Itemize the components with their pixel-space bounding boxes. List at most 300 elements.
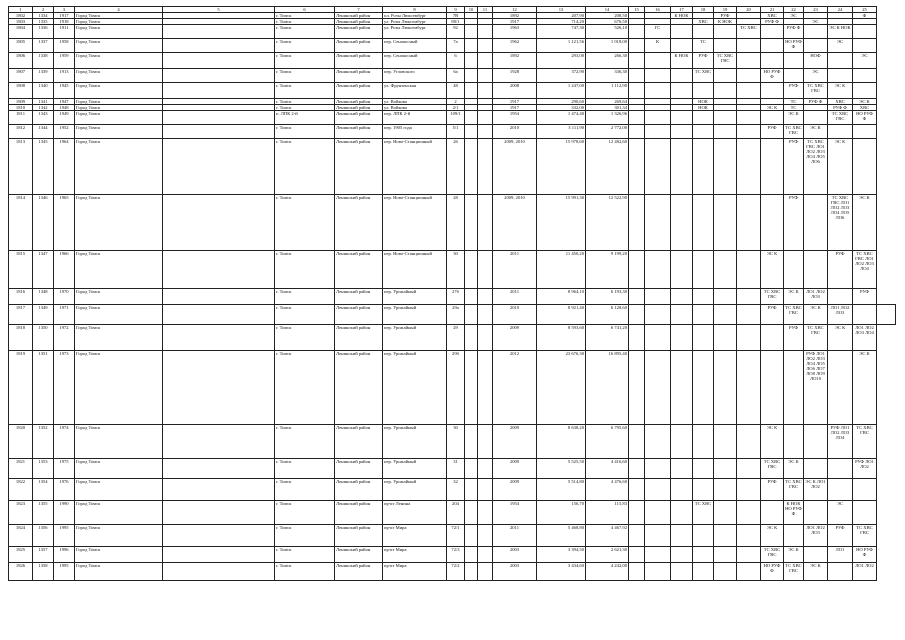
table-cell — [671, 325, 693, 351]
column-number: 9 — [447, 7, 465, 13]
table-cell — [671, 479, 693, 501]
table-cell — [671, 195, 693, 251]
table-cell: Город Томск — [75, 19, 163, 25]
table-cell — [465, 111, 478, 125]
column-number: 15 — [629, 7, 645, 13]
table-row — [9, 351, 896, 425]
table-cell — [784, 425, 804, 459]
table-row — [9, 39, 896, 53]
table-cell — [465, 501, 478, 525]
column-number: 12 — [493, 7, 537, 13]
table-cell: 336,30 — [586, 69, 629, 83]
table-cell: РУФ — [714, 13, 737, 19]
table-cell: 1347 — [33, 251, 54, 289]
table-row — [9, 459, 896, 479]
table-cell: 1971 — [54, 305, 75, 325]
table-cell: 1338 — [33, 53, 54, 69]
table-cell: 1354 — [33, 479, 54, 501]
table-cell: 207,90 — [537, 13, 586, 19]
table-cell: 1344 — [33, 125, 54, 139]
table-cell — [163, 425, 275, 459]
table-cell: ЭС — [853, 53, 877, 69]
table-cell — [671, 547, 693, 563]
table-cell: 1 247,00 — [537, 83, 586, 99]
table-cell: Ленинский район — [335, 53, 383, 69]
table-cell: 1 121,56 — [537, 39, 586, 53]
table-cell — [163, 125, 275, 139]
table-cell — [645, 479, 671, 501]
table-cell — [629, 289, 645, 305]
table-cell: 156,70 — [537, 501, 586, 525]
table-cell: пер. Урожайный — [383, 459, 447, 479]
table-cell — [761, 325, 784, 351]
table-cell — [784, 351, 804, 425]
table-cell: г. Томск — [275, 53, 335, 69]
table-cell — [629, 351, 645, 425]
table-cell — [737, 111, 761, 125]
table-cell: г. Томск — [275, 69, 335, 83]
table-cell: Город Томск — [75, 25, 163, 39]
table-cell: 1962 — [493, 39, 537, 53]
table-cell: ХВС — [761, 13, 784, 19]
table-cell — [163, 305, 275, 325]
table-cell: ЭС К ЛО1 ЛО2 — [804, 479, 828, 501]
table-cell — [761, 25, 784, 39]
table-cell — [465, 139, 478, 195]
table-cell: Город Томск — [75, 459, 163, 479]
table-cell: г. Томск — [275, 125, 335, 139]
table-cell: 27б — [447, 289, 465, 305]
table-cell — [478, 479, 493, 501]
table-cell: пер. Урожайный — [383, 289, 447, 305]
column-number: 2 — [33, 7, 54, 13]
table-cell — [737, 69, 761, 83]
table-cell: 1918 — [54, 19, 75, 25]
table-cell — [478, 125, 493, 139]
table-cell — [645, 125, 671, 139]
column-number: 6 — [275, 7, 335, 13]
table-cell: НО РУФ Ф — [853, 547, 877, 563]
table-cell: ЭС К — [784, 459, 804, 479]
table-cell: ЭС К — [761, 105, 784, 111]
table-cell — [465, 325, 478, 351]
table-row — [9, 125, 896, 139]
table-cell: 16 895,40 — [586, 351, 629, 425]
table-cell: ЭС К — [784, 111, 804, 125]
table-cell — [828, 563, 853, 581]
table-cell: п. ЛПК 2-й — [275, 111, 335, 125]
table-cell: Ленинский район — [335, 563, 383, 581]
table-cell: Ленинский район — [335, 39, 383, 53]
table-cell: 1341 — [33, 99, 54, 105]
table-cell: пр-кт Мира — [383, 525, 447, 547]
table-cell: 1990 — [54, 501, 75, 525]
table-cell — [465, 251, 478, 289]
table-cell: ЭС — [828, 39, 853, 53]
column-number: 5 — [163, 7, 275, 13]
table-cell — [465, 53, 478, 69]
table-cell: 3 434,60 — [537, 563, 586, 581]
table-cell — [671, 125, 693, 139]
table-cell: 1928 — [493, 69, 537, 83]
table-cell — [629, 25, 645, 39]
table-cell: Город Томск — [75, 525, 163, 547]
table-cell — [465, 125, 478, 139]
table-cell — [478, 83, 493, 99]
table-cell: ул. Фрунзенская — [383, 83, 447, 99]
table-cell — [714, 501, 737, 525]
table-cell — [784, 525, 804, 547]
table-cell — [693, 111, 714, 125]
table-cell: 2009 — [493, 479, 537, 501]
table-cell: пер. Урожайный — [383, 425, 447, 459]
table-cell: НО РУФ Ф — [761, 69, 784, 83]
table-cell: пер. Урожайный — [383, 351, 447, 425]
table-cell: ЭС К — [853, 351, 877, 425]
table-cell: г. Томск — [275, 19, 335, 25]
table-cell: РУФ ЛО1 ЛО2 ЛО3 ЛО4 ЛО5 ЛО6 ЛО7 ЛО8 ЛО9 ЛО10 — [804, 351, 828, 425]
table-cell: 4 416,60 — [586, 459, 629, 479]
table-cell: пер. 1905 года — [383, 125, 447, 139]
column-number: 19 — [714, 7, 737, 13]
table-cell: 7В — [447, 13, 465, 19]
table-cell: 526,10 — [586, 25, 629, 39]
table-cell — [714, 25, 737, 39]
table-cell — [784, 69, 804, 83]
table-cell: 1947 — [54, 99, 75, 105]
table-cell: Ленинский район — [335, 547, 383, 563]
table-row — [9, 525, 896, 547]
table-cell: 2009, 2010 — [493, 195, 537, 251]
table-cell: 1954 — [493, 501, 537, 525]
table-cell — [478, 25, 493, 39]
table-cell — [645, 289, 671, 305]
table-cell — [714, 563, 737, 581]
table-cell: РУФ — [784, 139, 804, 195]
table-cell — [761, 195, 784, 251]
table-cell: 1805 — [9, 39, 33, 53]
table-cell — [465, 351, 478, 425]
table-cell — [645, 325, 671, 351]
table-cell: 1811 — [9, 111, 33, 125]
table-cell: г. Томск — [275, 251, 335, 289]
table-cell — [671, 351, 693, 425]
table-cell: Город Томск — [75, 305, 163, 325]
table-cell: 4 476,60 — [586, 479, 629, 501]
table-cell — [629, 425, 645, 459]
table-row — [9, 479, 896, 501]
table-cell — [737, 325, 761, 351]
column-number: 3 — [54, 7, 75, 13]
table-cell — [737, 289, 761, 305]
table-cell — [714, 351, 737, 425]
table-cell: ЭС К — [804, 305, 828, 325]
table-cell: 1358 — [33, 563, 54, 581]
table-cell — [629, 525, 645, 547]
table-cell — [828, 289, 853, 305]
table-cell: 714,20 — [537, 19, 586, 25]
table-cell — [761, 39, 784, 53]
table-cell: Ленинский район — [335, 25, 383, 39]
table-cell — [478, 289, 493, 305]
table-cell — [671, 563, 693, 581]
table-cell: пер. Ново-Станционный — [383, 251, 447, 289]
table-cell: Город Томск — [75, 251, 163, 289]
table-cell: 1340 — [33, 83, 54, 99]
table-cell — [478, 459, 493, 479]
table-cell: ул. Розы Люксембург — [383, 25, 447, 39]
table-cell — [737, 525, 761, 547]
table-cell: 29 — [447, 325, 465, 351]
table-cell — [761, 139, 784, 195]
table-cell — [671, 459, 693, 479]
table-cell: 5 468,80 — [537, 525, 586, 547]
table-cell — [465, 289, 478, 305]
table-cell: 4 467,92 — [586, 525, 629, 547]
table-cell: 31 — [447, 459, 465, 479]
table-cell — [645, 251, 671, 289]
table-cell: пер. Урожайный — [383, 305, 447, 325]
table-cell — [804, 195, 828, 251]
table-cell — [737, 501, 761, 525]
table-cell: 1959 — [54, 53, 75, 69]
table-cell — [693, 125, 714, 139]
table-cell: 6 — [447, 53, 465, 69]
table-cell: ЭС К — [761, 251, 784, 289]
table-cell — [693, 325, 714, 351]
table-cell: РУФ — [853, 289, 877, 305]
table-cell: 2011 — [493, 251, 537, 289]
table-cell: ЭС К — [828, 83, 853, 99]
table-cell: ТС ХВС ГВС — [761, 547, 784, 563]
table-cell: 1349 — [33, 305, 54, 325]
table-cell: 1808 — [9, 83, 33, 99]
table-cell: 2009 — [493, 325, 537, 351]
table-cell: Город Томск — [75, 125, 163, 139]
table-cell — [693, 459, 714, 479]
table-cell — [693, 563, 714, 581]
table-cell — [714, 39, 737, 53]
table-cell: 80/1 — [447, 19, 465, 25]
table-cell: НОК — [693, 99, 714, 105]
table-cell: 1820 — [9, 425, 33, 459]
table-cell: 1 474,40 — [537, 111, 586, 125]
table-cell — [853, 479, 877, 501]
table-cell: г. Томск — [275, 563, 335, 581]
table-cell: ЛО1 ЛО2 ЛО3 ЛО4 — [853, 325, 877, 351]
table-cell — [465, 563, 478, 581]
table-cell — [478, 139, 493, 195]
table-cell: Ленинский район — [335, 111, 383, 125]
table-cell: ТС ХВС ГВС — [853, 425, 877, 459]
table-cell: 1821 — [9, 459, 33, 479]
table-cell — [478, 39, 493, 53]
table-cell: ТС ХВС ГВС — [714, 53, 737, 69]
table-cell — [629, 305, 645, 325]
table-cell — [163, 83, 275, 99]
table-cell — [714, 525, 737, 547]
table-cell: 204 — [447, 501, 465, 525]
table-cell — [645, 305, 671, 325]
table-cell: 1813 — [9, 139, 33, 195]
table-cell — [693, 289, 714, 305]
table-cell — [737, 53, 761, 69]
table-cell: 2 — [447, 99, 465, 105]
table-cell: 1911 — [54, 25, 75, 39]
table-cell: 1892 — [493, 53, 537, 69]
table-cell: г. Томск — [275, 99, 335, 105]
table-cell: 2011 — [493, 525, 537, 547]
table-cell: Ленинский район — [335, 479, 383, 501]
table-cell: 15 978,60 — [537, 139, 586, 195]
table-cell: Ленинский район — [335, 19, 383, 25]
table-cell: Ленинский район — [335, 99, 383, 105]
table-cell: 1917 — [493, 19, 537, 25]
table-row — [9, 83, 896, 99]
table-cell: ЭС К — [784, 547, 804, 563]
table-cell: 1949 — [54, 111, 75, 125]
table-cell: 29а — [447, 305, 465, 325]
table-cell — [645, 111, 671, 125]
register-table — [8, 6, 896, 581]
table-cell — [737, 195, 761, 251]
table-cell: РУФ ЛО1 ЛО2 ЛО3 ЛО4 — [828, 425, 853, 459]
table-cell — [671, 139, 693, 195]
table-cell: 747,30 — [537, 25, 586, 39]
table-cell — [163, 139, 275, 195]
table-cell: Ленинский район — [335, 251, 383, 289]
table-cell: ТС ХВС ГВС — [784, 563, 804, 581]
column-number: 11 — [478, 7, 493, 13]
table-cell: 1343 — [33, 111, 54, 125]
table-cell — [478, 325, 493, 351]
table-cell — [714, 425, 737, 459]
table-cell — [465, 195, 478, 251]
table-cell: 72/3 — [447, 547, 465, 563]
table-cell: Город Томск — [75, 13, 163, 19]
table-cell — [478, 501, 493, 525]
table-cell: 1945 — [54, 83, 75, 99]
table-cell: 8 964,10 — [537, 289, 586, 305]
table-cell: Ленинский район — [335, 105, 383, 111]
table-cell: 72/2 — [447, 563, 465, 581]
table-cell: 1339 — [33, 69, 54, 83]
table-cell — [645, 501, 671, 525]
table-cell: Город Томск — [75, 69, 163, 83]
table-cell: 8 638,20 — [537, 425, 586, 459]
table-cell: 2003 — [493, 563, 537, 581]
table-cell — [163, 459, 275, 479]
table-cell: 12 482,60 — [586, 139, 629, 195]
table-cell — [163, 547, 275, 563]
table-row — [9, 325, 896, 351]
table-cell: 2012 — [493, 351, 537, 425]
table-cell: 6а — [447, 69, 465, 83]
table-cell — [645, 547, 671, 563]
table-row — [9, 111, 896, 125]
table-cell: 2003 — [493, 547, 537, 563]
table-cell: 1996 — [54, 547, 75, 563]
table-cell: г. Томск — [275, 501, 335, 525]
table-cell — [645, 83, 671, 99]
column-number: 23 — [804, 7, 828, 13]
table-cell: 332,00 — [537, 105, 586, 111]
table-cell: 293,00 — [537, 53, 586, 69]
table-cell — [629, 251, 645, 289]
table-cell: 2009 — [493, 425, 537, 459]
table-cell: пер. Угловского — [383, 69, 447, 83]
table-cell: Ленинский район — [335, 351, 383, 425]
table-cell: 30 — [447, 425, 465, 459]
table-cell: 12 522,90 — [586, 195, 629, 251]
table-cell — [714, 111, 737, 125]
table-cell: 1966 — [54, 251, 75, 289]
table-cell: г. Томск — [275, 479, 335, 501]
table-cell: г. Томск — [275, 13, 335, 19]
table-cell: 1352 — [33, 425, 54, 459]
table-cell: 1816 — [9, 289, 33, 305]
table-cell — [671, 69, 693, 83]
table-cell — [645, 195, 671, 251]
table-cell — [853, 25, 877, 39]
table-cell: г. Томск — [275, 425, 335, 459]
table-cell: 7а — [447, 39, 465, 53]
table-cell — [761, 501, 784, 525]
table-row — [9, 563, 896, 581]
table-row — [9, 289, 896, 305]
table-cell: Ф — [853, 13, 877, 19]
table-cell: пл. Розы Люксембург — [383, 13, 447, 19]
table-cell: г. Томск — [275, 25, 335, 39]
table-cell — [163, 351, 275, 425]
table-cell: 32 — [447, 479, 465, 501]
table-cell — [804, 25, 828, 39]
table-cell: Ленинский район — [335, 425, 383, 459]
table-cell — [828, 351, 853, 425]
table-cell — [853, 139, 877, 195]
table-cell: 1346 — [33, 195, 54, 251]
table-cell: ТС ХВС ГВС — [804, 325, 828, 351]
table-cell — [804, 425, 828, 459]
table-cell: 1807 — [9, 69, 33, 83]
table-cell: ТС — [784, 105, 804, 111]
table-cell — [465, 425, 478, 459]
table-cell — [737, 125, 761, 139]
table-cell — [828, 479, 853, 501]
table-cell: 269,64 — [586, 99, 629, 105]
table-cell: ТС ХВС ГВС — [853, 525, 877, 547]
table-cell: 2010 — [493, 125, 537, 139]
table-cell: 266,30 — [586, 53, 629, 69]
table-cell — [737, 563, 761, 581]
table-cell — [714, 325, 737, 351]
table-cell: НО РУФ Ф — [784, 39, 804, 53]
table-cell — [629, 39, 645, 53]
table-cell: 1970 — [54, 289, 75, 305]
table-cell — [163, 501, 275, 525]
table-cell: ТС — [693, 39, 714, 53]
table-cell — [761, 53, 784, 69]
column-number: 21 — [761, 7, 784, 13]
table-cell: Город Томск — [75, 83, 163, 99]
table-cell: РУФ — [784, 325, 804, 351]
table-cell — [465, 459, 478, 479]
table-cell — [629, 195, 645, 251]
table-cell: г. Томск — [275, 305, 335, 325]
table-cell: 1814 — [9, 195, 33, 251]
table-cell — [478, 111, 493, 125]
table-cell: ГС — [645, 25, 671, 39]
